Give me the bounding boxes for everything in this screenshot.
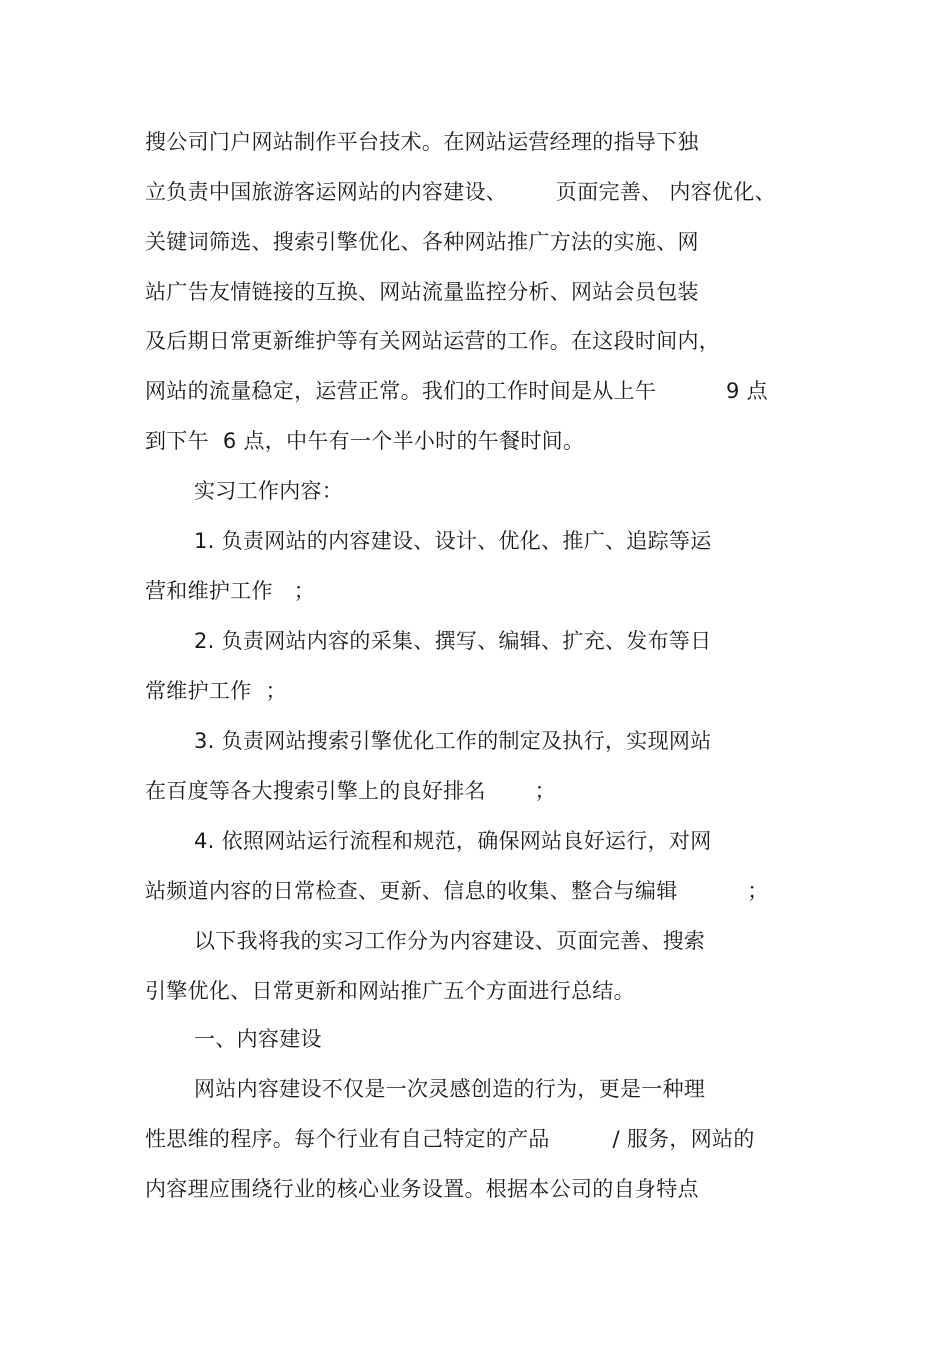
- section-label: 实习工作内容：: [194, 479, 344, 503]
- paragraph-start: 以下我将我的实习工作分为内容建设、页面完善、搜索: [194, 929, 706, 953]
- text-line: 引擎优化、日常更新和网站推广五个方面进行总结。: [145, 979, 635, 1003]
- section-heading: 一、内容建设: [194, 1027, 322, 1051]
- text-line: 站广告友情链接的互换、网站流量监控分析、网站会员包装: [145, 280, 699, 304]
- text-line: 到下午 6 点，中午有一个半小时的午餐时间。: [145, 429, 585, 453]
- text-line: 网站的流量稳定，运营正常。我们的工作时间是从上午 9 点: [145, 379, 768, 403]
- list-item-4: 4. 依照网站运行流程和规范，确保网站良好运行，对网: [194, 829, 712, 853]
- text-line: 常维护工作 ；: [145, 679, 287, 703]
- list-item-2: 2. 负责网站内容的采集、撰写、编辑、扩充、发布等日: [194, 629, 712, 653]
- text-line: 在百度等各大搜索引擎上的良好排名 ；: [145, 779, 556, 803]
- list-item-3: 3. 负责网站搜索引擎优化工作的制定及执行，实现网站: [194, 729, 712, 753]
- text-line: 性思维的程序。每个行业有自己特定的产品 / 服务，网站的: [145, 1127, 755, 1151]
- list-item-1: 1. 负责网站的内容建设、设计、优化、推广、追踪等运: [194, 529, 712, 553]
- text-line: 内容理应围绕行业的核心业务设置。根据本公司的自身特点: [145, 1177, 699, 1201]
- text-line: 关键词筛选、搜索引擎优化、各种网站推广方法的实施、网: [145, 230, 699, 254]
- text-line: 及后期日常更新维护等有关网站运营的工作。在这段时间内，: [145, 329, 721, 353]
- text-line: 营和维护工作 ；: [145, 579, 316, 603]
- text-line: 立负责中国旅游客运网站的内容建设、 页面完善、 内容优化、: [145, 180, 776, 204]
- text-line: 搜公司门户网站制作平台技术。在网站运营经理的指导下独: [145, 130, 699, 154]
- paragraph-start: 网站内容建设不仅是一次灵感创造的行为，更是一种理: [194, 1077, 706, 1101]
- text-line: 站频道内容的日常检查、更新、信息的收集、整合与编辑 ；: [145, 879, 769, 903]
